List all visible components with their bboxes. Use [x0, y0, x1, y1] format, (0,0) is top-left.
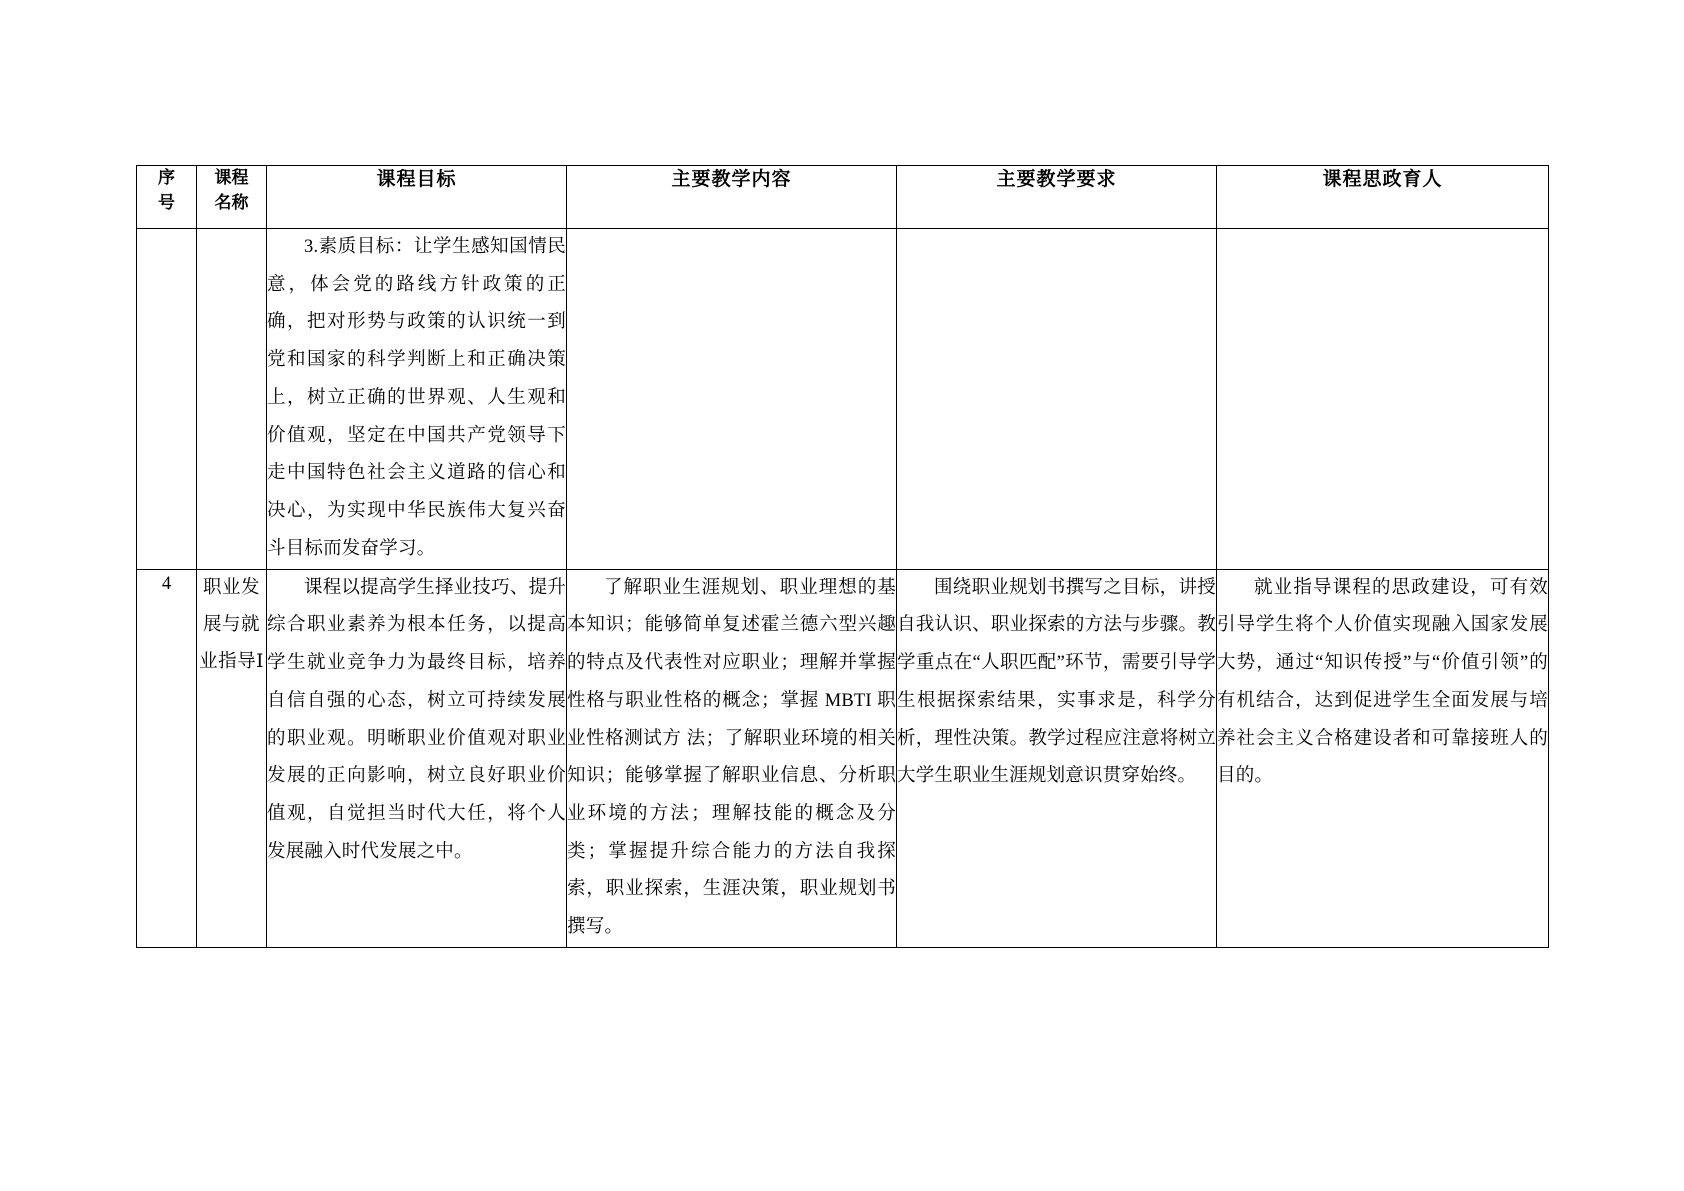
table-row	[137, 229, 1549, 570]
cell-course-goal	[267, 229, 567, 570]
cell-teaching-content	[567, 569, 897, 947]
cell-course-name	[197, 229, 267, 570]
cell-ideological-education-text: 就业指导课程的思政建设，可有效引导学生将个人价值实现融入国家发展大势，通过“知识传授”与“价值引领”的有机结合，达到促进学生全面发展与培养社会主义合格建设者和可靠接班人的目的。	[1217, 577, 1548, 787]
header-cell-teaching-requirements: 主要教学要求	[897, 166, 1217, 229]
course-outline-table	[136, 165, 1549, 948]
course-table-container	[136, 165, 1548, 948]
cell-teaching-requirements-text: 围绕职业规划书撰写之目标，讲授自我认识、职业探索的方法与步骤。教学重点在“人职匹配”环节，需要引导学生根据探索结果，实事求是，科学分析，理性决策。教学过程应注意将树立大学生职业生涯规划意识贯穿始终。	[897, 577, 1216, 787]
cell-teaching-requirements	[897, 569, 1217, 947]
header-line-2: 名称	[214, 192, 249, 212]
header-row	[137, 166, 1549, 229]
table-body	[137, 229, 1549, 948]
table-header	[137, 166, 1549, 229]
header-line-2: 号	[158, 192, 175, 212]
cell-teaching-content-text: 了解职业生涯规划、职业理想的基本知识；能够简单复述霍兰德六型兴趣的特点及代表性对应职业；理解并掌握性格与职业性格的概念；掌握 MBTI 职业性格测试方 法；了解职业环境的相关知识；能够掌握了解职业信息、分析职业环境的方法；理解技能的概念及分类；掌握提升综合能力的方法自我探索，职业探索，生涯决策，职业规划书撰写。	[567, 577, 896, 938]
table-row	[137, 569, 1549, 947]
cell-ideological-education	[1217, 229, 1549, 570]
header-cell-serial-number	[137, 166, 197, 229]
cell-serial-number	[137, 229, 197, 570]
cell-ideological-education	[1217, 569, 1549, 947]
cell-course-goal-text: 3.素质目标：让学生感知国情民意，体会党的路线方针政策的正确，把对形势与政策的认识统一到党和国家的科学判断上和正确决策上，树立正确的世界观、人生观和价值观，坚定在中国共产党领导下走中国特色社会主义道路的信心和决心，为实现中华民族伟大复兴奋斗目标而发奋学习。	[267, 237, 566, 559]
cell-course-name: 职业发展与就业指导Ⅰ	[197, 569, 267, 947]
cell-course-goal	[267, 569, 567, 947]
cell-course-goal-text: 课程以提高学生择业技巧、提升综合职业素养为根本任务，以提高学生就业竞争力为最终目标，培养自信自强的心态，树立可持续发展的职业观。明晰职业价值观对职业发展的正向影响，树立良好职业价值观，自觉担当时代大任，将个人发展融入时代发展之中。	[267, 577, 566, 862]
header-cell-teaching-content: 主要教学内容	[567, 166, 897, 229]
header-line-1: 序	[158, 168, 175, 187]
cell-serial-number: 4	[137, 569, 197, 947]
cell-teaching-requirements	[897, 229, 1217, 570]
header-cell-course-name	[197, 166, 267, 229]
cell-teaching-content	[567, 229, 897, 570]
header-cell-ideological-education: 课程思政育人	[1217, 166, 1549, 229]
header-cell-course-goal: 课程目标	[267, 166, 567, 229]
header-line-1: 课程	[214, 168, 249, 187]
